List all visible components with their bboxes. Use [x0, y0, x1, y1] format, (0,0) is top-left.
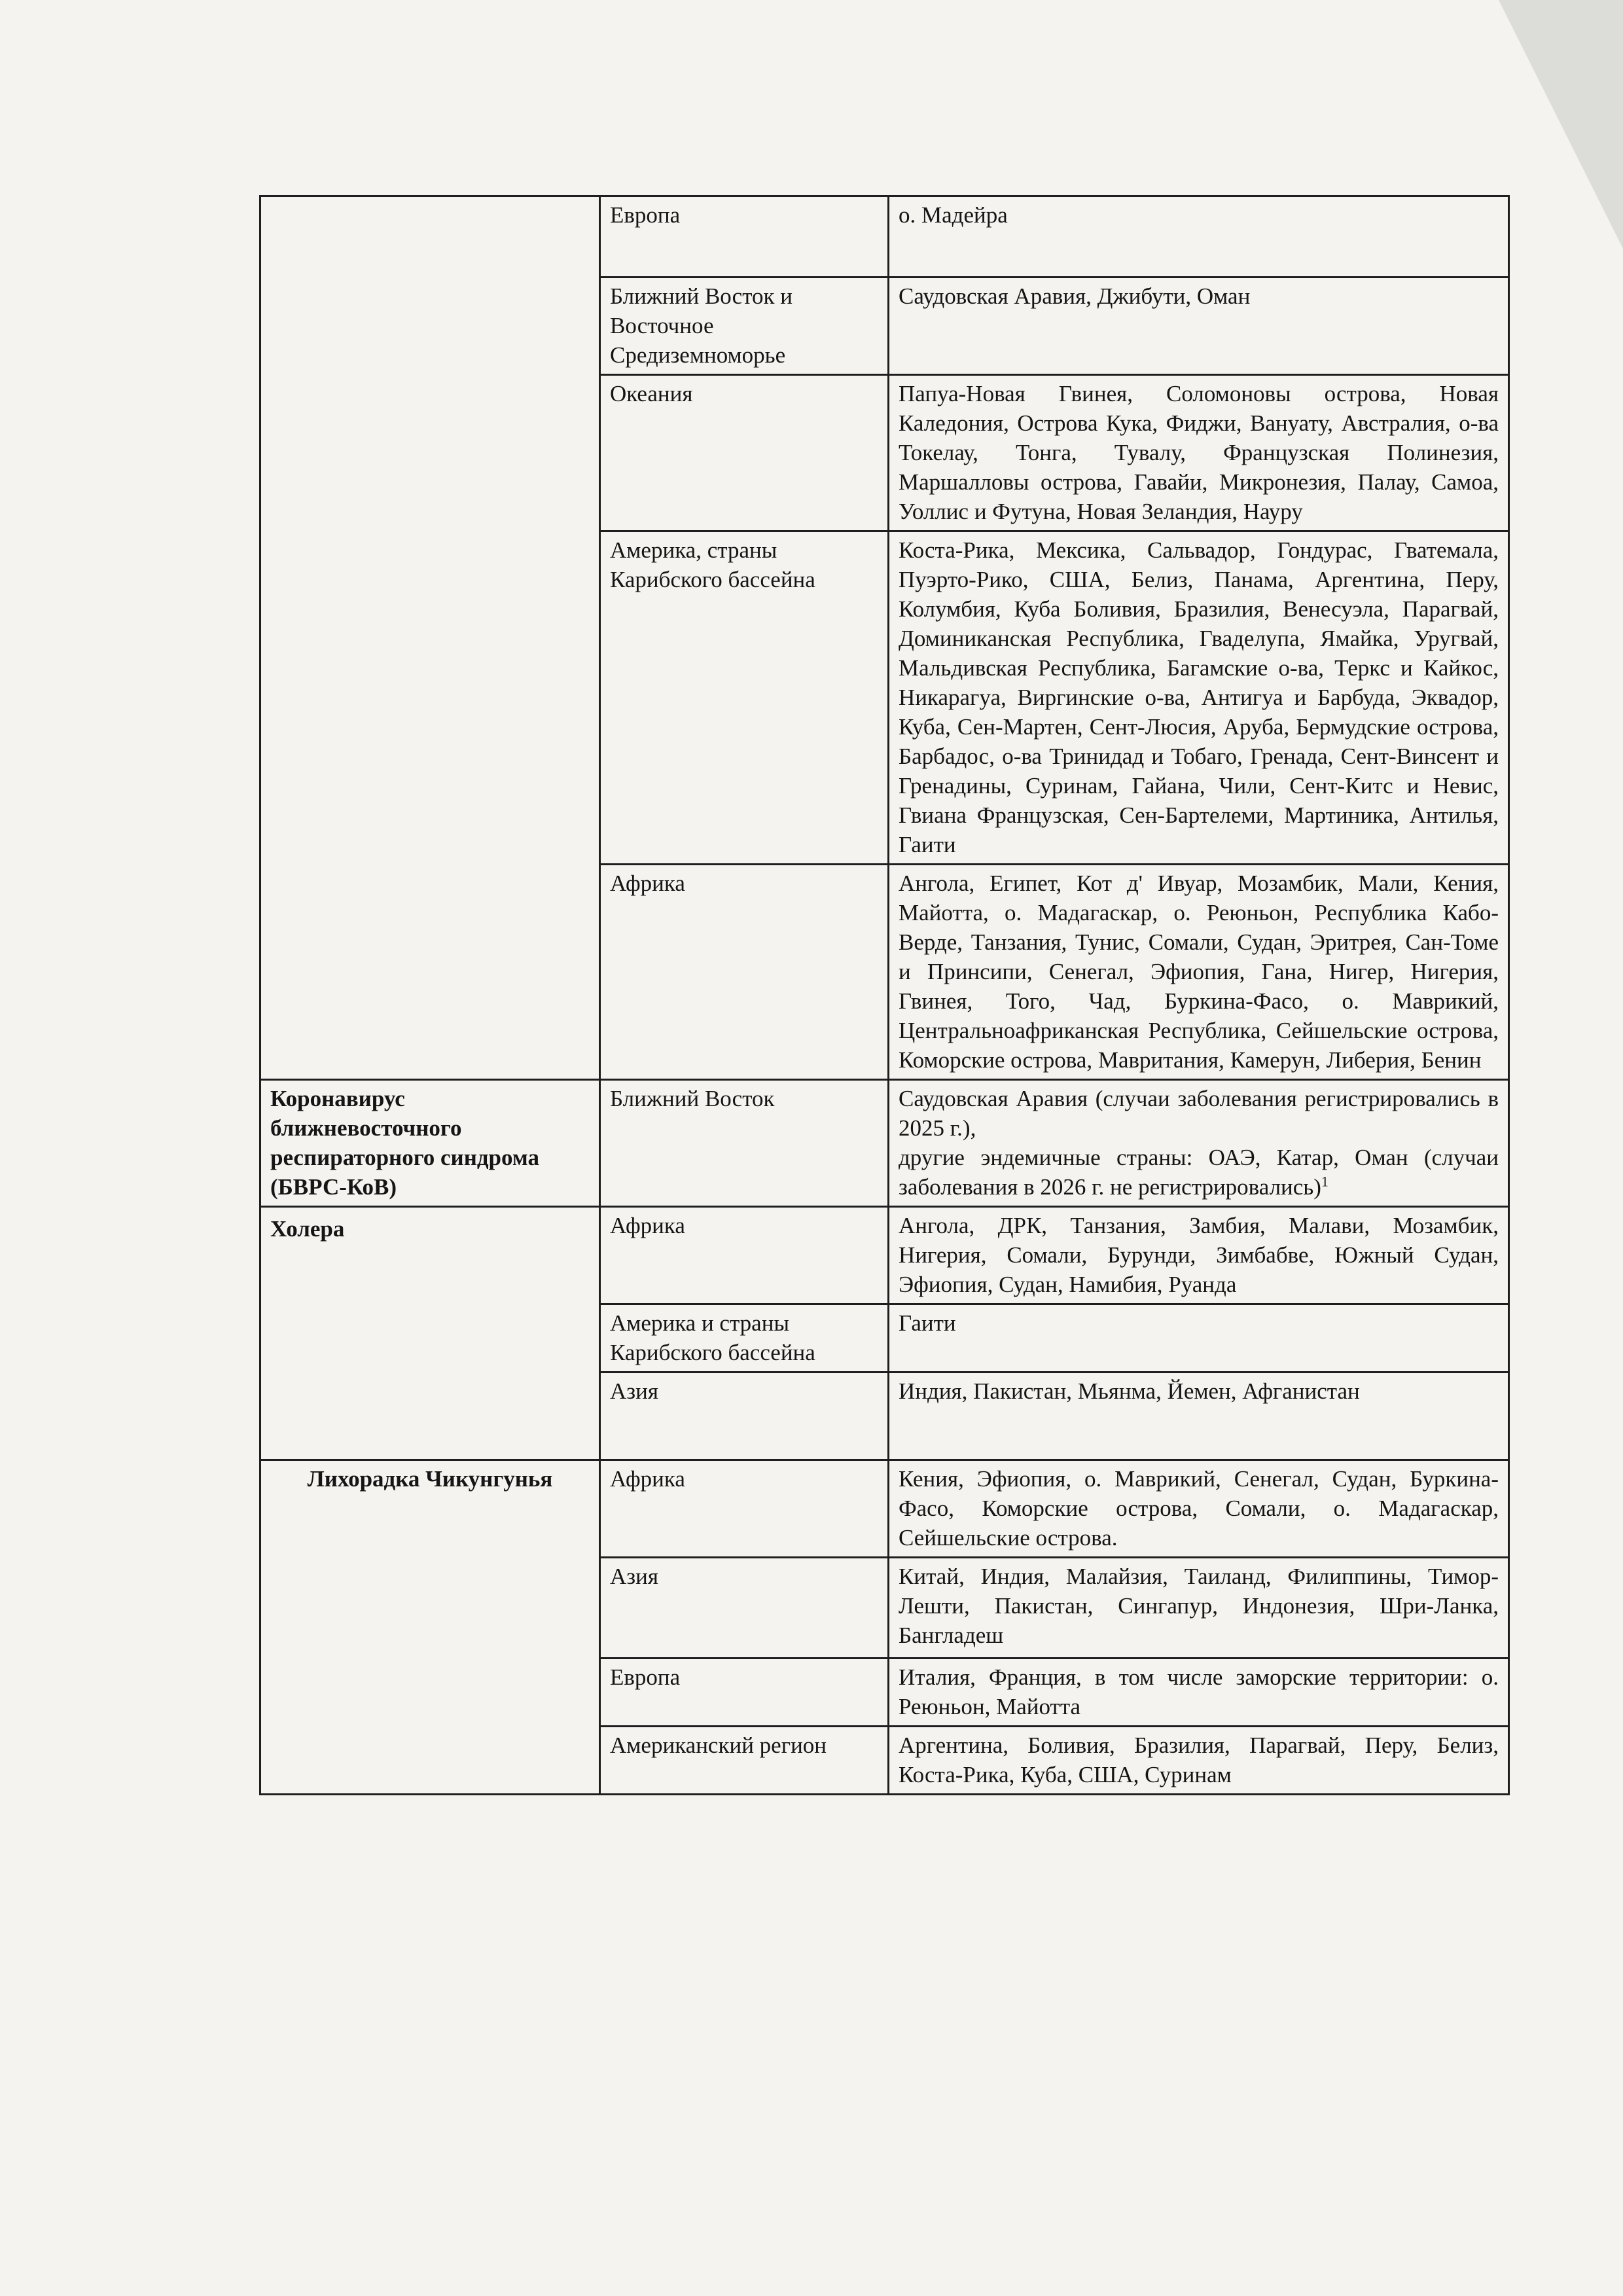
- countries-cell: Папуа-Новая Гвинея, Соломоновы острова, Новая Каледония, Острова Кука, Фиджи, Вануату, Австралия, о-ва Токелау, Тонга, Тувалу, Французская Полинезия, Маршалловы острова, Гавайи, Микронезия, Палау, Самоа, Уоллис и Футуна, Новая Зеландия, Науру: [889, 375, 1509, 531]
- countries-cell: Китай, Индия, Малайзия, Таиланд, Филиппины, Тимор-Лешти, Пакистан, Сингапур, Индонезия, Шри-Ланка, Бангладеш: [889, 1558, 1509, 1659]
- region-cell: Африка: [600, 1207, 889, 1304]
- region-cell: Ближний Восток: [600, 1080, 889, 1207]
- region-cell: Америка, страны Карибского бассейна: [600, 531, 889, 865]
- region-cell: Ближний Восток и Восточное Средиземноморье: [600, 278, 889, 375]
- region-cell: Европа: [600, 196, 889, 278]
- disease-cell: Коронавирус ближневосточного респираторного синдрома (БВРС-КоВ): [260, 1080, 600, 1207]
- countries-cell: о. Мадейра: [889, 196, 1509, 278]
- countries-cell: Индия, Пакистан, Мьянма, Йемен, Афганистан: [889, 1372, 1509, 1460]
- disease-cell: Холера: [260, 1207, 600, 1460]
- table-row: [260, 196, 1509, 278]
- table-row: [260, 1080, 1509, 1207]
- countries-cell: Кения, Эфиопия, о. Маврикий, Сенегал, Судан, Буркина-Фасо, Коморские острова, Сомали, о. Мадагаскар, Сейшельские острова.: [889, 1460, 1509, 1558]
- countries-cell: Саудовская Аравия, Джибути, Оман: [889, 278, 1509, 375]
- region-cell: Азия: [600, 1372, 889, 1460]
- region-cell: Америка и страны Карибского бассейна: [600, 1304, 889, 1372]
- countries-line: Саудовская Аравия (случаи заболевания регистрировались в 2025 г.),: [899, 1086, 1499, 1141]
- region-cell: Азия: [600, 1558, 889, 1659]
- table-row: [260, 1460, 1509, 1558]
- region-cell: Американский регион: [600, 1727, 889, 1795]
- region-cell: Европа: [600, 1659, 889, 1727]
- countries-cell: Аргентина, Боливия, Бразилия, Парагвай, Перу, Белиз, Коста-Рика, Куба, США, Суринам: [889, 1727, 1509, 1795]
- countries-cell: Коста-Рика, Мексика, Сальвадор, Гондурас, Гватемала, Пуэрто-Рико, США, Белиз, Панама, Аргентина, Перу, Колумбия, Куба Боливия, Бразилия, Венесуэла, Парагвай, Доминиканская Республика, Гваделупа, Ямайка, Уругвай, Мальдивская Республика, Багамские о-ва, Теркс и Кайкос, Никарагуа, Виргинские о-ва, Антигуа и Барбуда, Эквадор, Куба, Сен-Мартен, Сент-Люсия, Аруба, Бермудские острова, Барбадос, о-ва Тринидад и Тобаго, Гренада, Сент-Винсент и Гренадины, Суринам, Гайана, Чили, Сент-Китс и Невис, Гвиана Французская, Сен-Бартелеми, Мартиника, Антилья, Гаити: [889, 531, 1509, 865]
- table-row: [260, 1207, 1509, 1304]
- countries-cell: Гаити: [889, 1304, 1509, 1372]
- disease-cell: Лихорадка Чикунгунья: [260, 1460, 600, 1795]
- region-cell: Африка: [600, 865, 889, 1080]
- countries-line: другие эндемичные страны: ОАЭ, Катар, Оман (случаи заболевания в 2026 г. не регистрировались): [899, 1145, 1499, 1200]
- footnote-marker: 1: [1321, 1174, 1329, 1190]
- region-cell: Океания: [600, 375, 889, 531]
- countries-cell: Ангола, Египет, Кот д' Ивуар, Мозамбик, Мали, Кения, Майотта, о. Мадагаскар, о. Реюньон, Республика Кабо-Верде, Танзания, Тунис, Сомали, Судан, Эритрея, Сан-Томе и Принсипи, Сенегал, Эфиопия, Гана, Нигер, Нигерия, Гвинея, Того, Чад, Буркина-Фасо, о. Маврикий, Центральноафриканская Республика, Сейшельские острова, Коморские острова, Мавритания, Камерун, Либерия, Бенин: [889, 865, 1509, 1080]
- disease-cell-empty: [260, 196, 600, 1080]
- countries-cell: Италия, Франция, в том числе заморские территории: о. Реюньон, Майотта: [889, 1659, 1509, 1727]
- countries-cell: Ангола, ДРК, Танзания, Замбия, Малави, Мозамбик, Нигерия, Сомали, Бурунди, Зимбабве, Южный Судан, Эфиопия, Судан, Намибия, Руанда: [889, 1207, 1509, 1304]
- region-cell: Африка: [600, 1460, 889, 1558]
- page-corner-fold: [1499, 0, 1623, 249]
- countries-cell: [889, 1080, 1509, 1207]
- countries-line-with-footnote: [899, 1143, 1499, 1202]
- epidemiology-table: [259, 195, 1510, 1795]
